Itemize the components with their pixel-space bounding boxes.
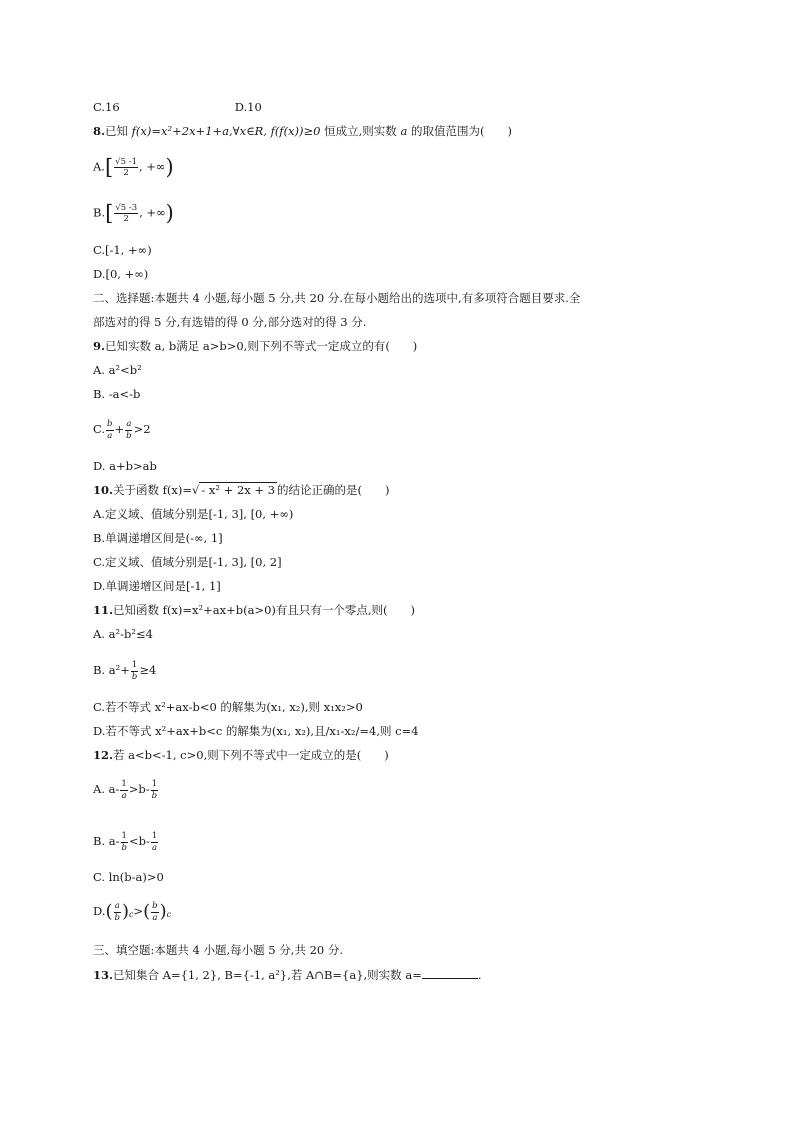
q10-option-d: D.单调递增区间是[-1, 1] bbox=[93, 579, 221, 593]
q12-option-a: A. a- $\frac{1}{a}$ >b- $\frac{1}{b}$ bbox=[93, 779, 158, 801]
q10-option-c: C.定义域、值域分别是[-1, 3], [0, 2] bbox=[93, 555, 282, 569]
q12-a-fraction-1: $\frac{1}{a}$ bbox=[121, 779, 127, 801]
q9-c-fraction-1: $\frac{b}{a}$ bbox=[107, 419, 113, 441]
section2-heading-line1: 二、选择题:本题共 4 小题,每小题 5 分,共 20 分.在每小题给出的选项中,有多项符合题目要求.全 bbox=[93, 291, 581, 305]
q11-option-a: A. a²-b²≤4 bbox=[93, 627, 153, 641]
q8-option-b: B.[ $\frac{√5 -3}{2}$ , +∞) bbox=[93, 201, 174, 225]
q10-stem: 10.关于函数 f(x)=√ - x² + 2x + 3 的结论正确的是( ) bbox=[93, 483, 390, 497]
q8-a-fraction: $\frac{√5 -1}{2}$ bbox=[115, 156, 137, 178]
q12-a-fraction-2: $\frac{1}{b}$ bbox=[151, 779, 158, 801]
q9-option-c: C. $\frac{b}{a}$ + $\frac{a}{b}$ >2 bbox=[93, 419, 151, 441]
q11-option-c: C.若不等式 x²+ax-b<0 的解集为(x₁, x₂),则 x₁x₂>0 bbox=[93, 700, 363, 714]
q11-stem: 11.已知函数 f(x)=x²+ax+b(a>0)有且只有一个零点,则( ) bbox=[93, 603, 416, 617]
q12-d-fraction-1: $\frac{a}{b}$ bbox=[114, 901, 120, 923]
q13-stem: 13.已知集合 A={1, 2}, B={-1, a²},若 A∩B={a},则实数 a= . bbox=[93, 968, 482, 982]
q7-option-c: C.16 bbox=[93, 100, 120, 114]
q9-option-a: A. a²<b² bbox=[93, 363, 142, 377]
q9-c-fraction-2: $\frac{a}{b}$ bbox=[126, 419, 132, 441]
q7-option-d: D.10 bbox=[234, 100, 262, 114]
section2-heading-line2: 部选对的得 5 分,有选错的得 0 分,部分选对的得 3 分. bbox=[93, 315, 367, 329]
q12-stem: 12.若 a<b<-1, c>0,则下列不等式中一定成立的是( ) bbox=[93, 748, 389, 762]
q13-answer-blank[interactable] bbox=[422, 968, 478, 979]
q12-option-b: B. a- $\frac{1}{b}$ <b- $\frac{1}{a}$ bbox=[93, 831, 158, 853]
section3-heading: 三、填空题:本题共 4 小题,每小题 5 分,共 20 分. bbox=[93, 943, 344, 957]
q9-option-d: D. a+b>ab bbox=[93, 459, 157, 473]
q11-b-fraction: $\frac{1}{b}$ bbox=[131, 660, 138, 682]
q8-stem: 8.已知 f(x)=x²+2x+1+a,∀x∈R, f(f(x))≥0 恒成立,则实数 a 的取值范围为( ) bbox=[93, 124, 512, 138]
q10-option-b: B.单调递增区间是(-∞, 1] bbox=[93, 531, 223, 545]
q7-options-row bbox=[93, 101, 262, 115]
q8-option-c: C.[-1, +∞) bbox=[93, 243, 152, 257]
q10-radicand: - x² + 2x + 3 bbox=[201, 483, 276, 497]
q11-option-b: B. a²+ $\frac{1}{b}$ ≥4 bbox=[93, 660, 157, 682]
q10-option-a: A.定义域、值域分别是[-1, 3], [0, +∞) bbox=[93, 507, 294, 521]
q12-option-d: D.( $\frac{a}{b}$ )$_c>$( $\frac{b}{a}$ )$_c$ bbox=[93, 901, 172, 923]
q8-b-fraction: $\frac{√5 -3}{2}$ bbox=[115, 202, 138, 224]
q12-b-fraction-2: $\frac{1}{a}$ bbox=[151, 831, 158, 853]
q11-option-d: D.若不等式 x²+ax+b<c 的解集为(x₁, x₂),且/x₁-x₂/=4,则 c=4 bbox=[93, 724, 419, 738]
q12-d-fraction-2: $\frac{b}{a}$ bbox=[152, 901, 158, 923]
q12-b-fraction-1: $\frac{1}{b}$ bbox=[121, 831, 127, 853]
q9-stem: 9.已知实数 a, b满足 a>b>0,则下列不等式一定成立的有( ) bbox=[93, 339, 418, 353]
q8-option-d: D.[0, +∞) bbox=[93, 267, 149, 281]
q12-option-c: C. ln(b-a)>0 bbox=[93, 870, 164, 884]
q9-option-b: B. -a<-b bbox=[93, 387, 141, 401]
q8-option-a: A.[ $\frac{√5 -1}{2}$ , +∞) bbox=[93, 155, 174, 179]
q8-number: 8. bbox=[93, 124, 106, 138]
